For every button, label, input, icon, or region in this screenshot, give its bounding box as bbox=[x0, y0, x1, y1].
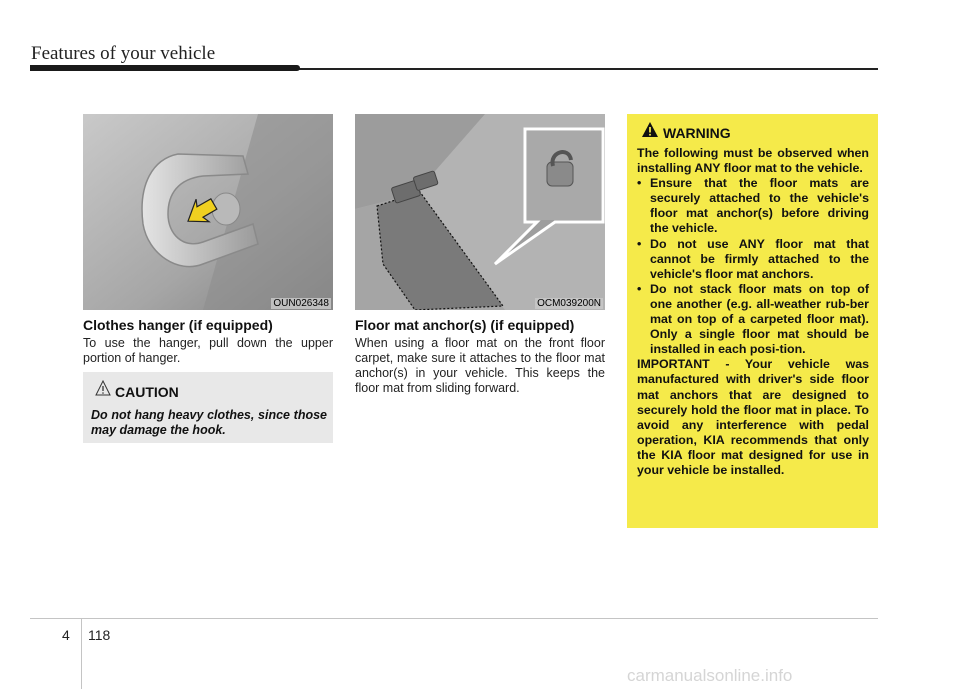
warning-bullet-item bbox=[637, 282, 869, 357]
warning-heading: WARNING bbox=[663, 125, 731, 141]
warning-box bbox=[627, 114, 878, 528]
warning-content bbox=[637, 146, 869, 478]
floor-mat-anchor-body: When using a floor mat on the front floor carpet, make sure it attaches to the floor mat anchor(s) in your vehicle. This keeps the floor mat from sliding forward. bbox=[355, 336, 605, 395]
warning-important: IMPORTANT - Your vehicle was manufactured with driver's side floor mat anchors that are designed to securely hold the floor mat in place. To avoid any interference with pedal operation, KIA recommends that only the KIA floor mat designed for use in your vehicle be installed. bbox=[637, 357, 869, 477]
warning-intro: The following must be observed when installing ANY floor mat to the vehicle. bbox=[637, 146, 869, 176]
warning-bullet-list bbox=[637, 176, 869, 357]
chapter-number: 4 bbox=[62, 627, 70, 643]
footer-rule bbox=[30, 618, 878, 619]
watermark: carmanualsonline.info bbox=[627, 666, 793, 685]
floor-mat-anchor-photo bbox=[355, 114, 605, 310]
caution-text: Do not hang heavy clothes, since those may damage the hook. bbox=[91, 408, 327, 437]
bullet-dot-icon: • bbox=[637, 236, 642, 251]
header-accent-bar bbox=[30, 65, 300, 71]
caution-triangle-icon bbox=[95, 380, 111, 396]
photo-code-label: OCM039200N bbox=[537, 298, 601, 309]
footer-divider bbox=[81, 619, 82, 689]
page-number: 118 bbox=[88, 627, 111, 643]
floor-mat-anchor-title: Floor mat anchor(s) (if equipped) bbox=[355, 317, 575, 333]
warning-bullet-text: Do not use ANY floor mat that cannot be firmly attached to the vehicle's floor mat anchors. bbox=[650, 236, 869, 281]
clothes-hanger-title: Clothes hanger (if equipped) bbox=[83, 317, 273, 333]
bullet-dot-icon: • bbox=[637, 176, 642, 191]
caution-heading: CAUTION bbox=[115, 384, 179, 400]
warning-triangle-icon bbox=[641, 121, 659, 139]
warning-bullet-item bbox=[637, 237, 869, 282]
bullet-dot-icon: • bbox=[637, 281, 642, 296]
warning-bullet-text: Ensure that the floor mats are securely attached to the vehicle's floor mat anchor(s) before driving the vehicle. bbox=[650, 176, 869, 236]
warning-bullet-text: Do not stack floor mats on top of one another (e.g. all-weather rub-ber mat on top of a carpeted floor mat). Only a single floor mat should be installed in each posi-tion. bbox=[650, 281, 869, 357]
clothes-hanger-body: To use the hanger, pull down the upper portion of hanger. bbox=[83, 336, 333, 365]
caution-box bbox=[83, 372, 333, 443]
warning-bullet-item bbox=[637, 176, 869, 236]
clothes-hanger-photo bbox=[83, 114, 333, 310]
photo-code-label: OUN026348 bbox=[273, 298, 329, 309]
page-header-title: Features of your vehicle bbox=[31, 43, 216, 64]
